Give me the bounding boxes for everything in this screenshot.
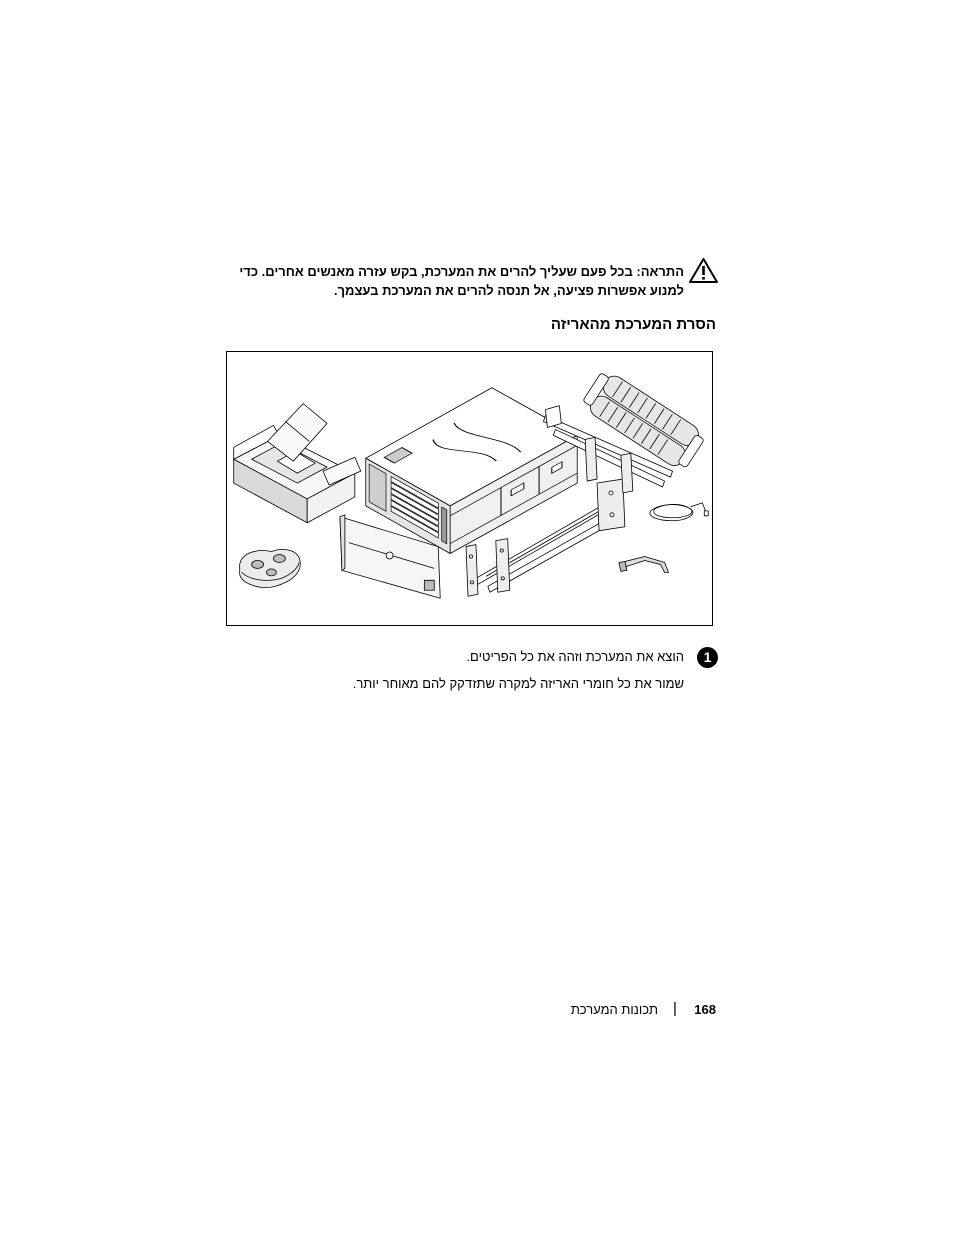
step-note: שמור את כל חומרי האריזה למקרה שתזדקק להם מאוחר יותר. — [352, 676, 684, 691]
support-bracket — [619, 557, 669, 573]
warning-text — [239, 262, 684, 300]
section-title: הסרת המערכת מהאריזה — [550, 316, 716, 333]
page-number: 168 — [694, 1002, 716, 1017]
warning-line: התראה: בכל פעם שעליך להרים את המערכת, בקש עזרה מאנשים אחרים. כדי — [239, 264, 684, 279]
foam-insert — [240, 549, 301, 587]
footer-separator: | — [673, 1000, 677, 1017]
step-number-badge: 1 — [697, 647, 718, 668]
coiled-cable — [650, 503, 708, 521]
shipping-box — [234, 404, 361, 523]
unpacking-illustration — [226, 351, 713, 626]
warning-line: למנוע אפשרות פציעה, אל תנסה להרים את המערכת בעצמך. — [333, 283, 684, 298]
warning-triangle-icon — [688, 257, 719, 284]
step-text: הוצא את המערכת וזהה את כל הפריטים. — [466, 649, 684, 664]
footer-section-title: תכונות המערכת — [570, 1002, 658, 1017]
